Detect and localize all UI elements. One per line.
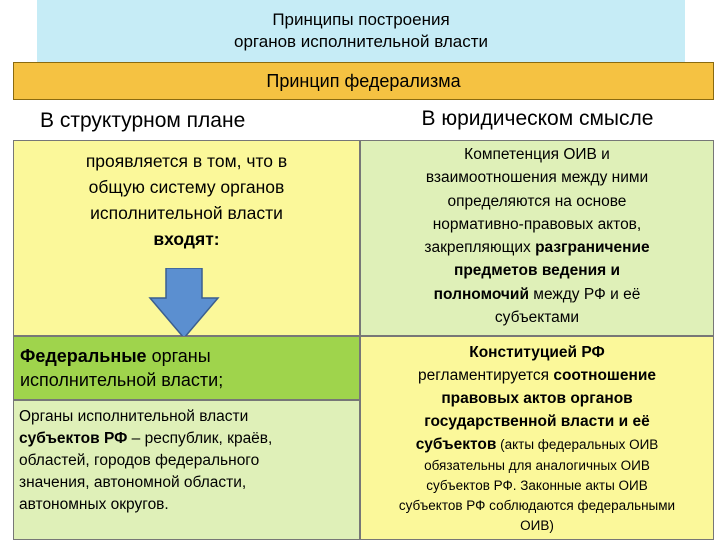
competence-line-7a: полномочий [433, 285, 529, 303]
subjects-line-3: областей, городов федерального [19, 452, 260, 469]
principle-band [13, 62, 714, 100]
federal-organs-text [20, 344, 355, 392]
competence-line-2: взаимоотношения между ними [425, 169, 649, 187]
competence-line-1: Компетенция ОИВ и [464, 146, 610, 163]
principle-title: Принцип федерализма [266, 71, 461, 91]
structural-line-2: общую систему органов [88, 177, 285, 197]
constitution-line-6: обязательны для аналогичных ОИВ [424, 458, 650, 473]
structural-description [13, 148, 360, 252]
subjects-after: – республик, краёв, [127, 430, 273, 447]
competence-line-3: определяются на основе [447, 192, 627, 210]
constitution-line-2b: соотношение [553, 367, 656, 384]
structural-includes: входят: [153, 229, 220, 249]
constitution-line-3: правовых актов органов [441, 390, 633, 407]
competence-line-6: предметов ведения и [453, 262, 621, 280]
federal-line-2: исполнительной власти; [20, 370, 224, 390]
constitution-line-2a: регламентируется [418, 367, 554, 384]
subjects-line-5: автономных округов. [19, 496, 169, 513]
subjects-line-1: Органы исполнительной власти [19, 408, 249, 425]
competence-line-5b: разграничение [535, 239, 650, 257]
constitution-line-8: субъектов РФ соблюдаются федеральными [398, 498, 676, 513]
federal-bold: Федеральные [20, 346, 147, 366]
constitution-line-7: субъектов РФ. Законные акты ОИВ [426, 478, 648, 493]
competence-line-8: субъектами [494, 309, 580, 327]
down-arrow-icon [148, 268, 220, 340]
constitution-line-1: Конституцией РФ [469, 344, 605, 361]
subjects-bold: субъектов РФ [19, 430, 128, 447]
right-heading: В юридическом смысле [421, 107, 654, 130]
subject-organs-text [19, 406, 357, 516]
competence-line-5a: закрепляющих [424, 239, 536, 257]
competence-line-4: нормативно-правовых актов, [432, 215, 642, 233]
structural-line-3: исполнительной власти [90, 203, 283, 223]
subjects-line-4: значения, автономной области, [19, 474, 247, 491]
competence-line-7b: между РФ и её [528, 285, 641, 303]
constitution-line-9: ОИВ) [520, 518, 554, 533]
constitution-text [360, 341, 714, 536]
constitution-line-5a: субъектов [415, 436, 497, 453]
structural-line-1: проявляется в том, что в [85, 151, 288, 171]
left-heading: В структурном плане [40, 109, 246, 132]
constitution-line-4: государственной власти и её [424, 413, 650, 430]
header-line-1: Принципы построения [272, 10, 450, 29]
federal-rest: органы [146, 346, 211, 366]
slide-header [37, 0, 685, 62]
constitution-line-5b: (акты федеральных ОИВ [496, 437, 659, 452]
competence-text [360, 143, 714, 329]
header-line-2: органов исполнительной власти [234, 32, 488, 51]
